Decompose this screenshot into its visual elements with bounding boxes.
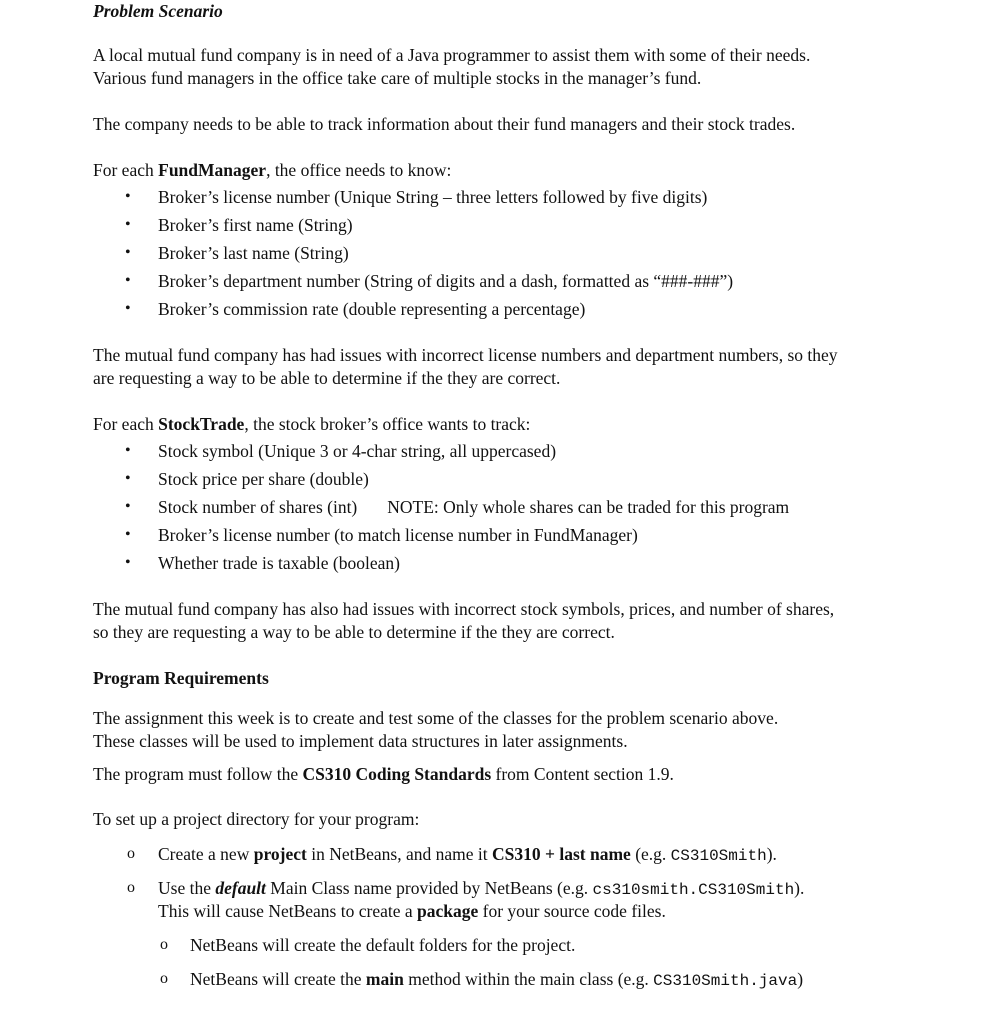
shares-note: NOTE: Only whole shares can be traded for this program <box>387 497 790 517</box>
fund-manager-lead: For each FundManager, the office needs to know: <box>93 160 452 180</box>
setup-step-1: Create a new project in NetBeans, and name it CS310 + last name (e.g. CS310Smith). <box>158 844 777 865</box>
setup-step-2-line-2: This will cause NetBeans to create a package for your source code files. <box>158 901 666 921</box>
circle-bullet-icon: o <box>160 970 168 987</box>
requirements-line-2: These classes will be used to implement data structures in later assignments. <box>93 731 628 751</box>
list-item: Broker’s department number (String of digits and a dash, formatted as “###-###”) <box>158 271 734 291</box>
intro-line-1: A local mutual fund company is in need of a Java programmer to assist them with some of their needs. <box>93 45 811 65</box>
list-item: Stock symbol (Unique 3 or 4-char string, all uppercased) <box>158 441 557 461</box>
setup-substep-1: NetBeans will create the default folders for the project. <box>190 935 576 955</box>
circle-bullet-icon: o <box>160 936 168 953</box>
stock-trade-issue-line-2: so they are requesting a way to be able to determine if the they are correct. <box>93 622 615 642</box>
bullet-icon: • <box>125 272 131 289</box>
list-item: Stock price per share (double) <box>158 469 369 489</box>
list-item: Broker’s first name (String) <box>158 215 353 235</box>
stock-trade-issue-line-1: The mutual fund company has also had issues with incorrect stock symbols, prices, and number of shares, <box>93 599 835 619</box>
setup-substep-2: NetBeans will create the main method within the main class (e.g. CS310Smith.java) <box>190 969 804 990</box>
fund-manager-issue-line-1: The mutual fund company has had issues with incorrect license numbers and department numbers, so they <box>93 345 838 365</box>
bullet-icon: • <box>125 244 131 261</box>
list-item: Broker’s license number (Unique String – three letters followed by five digits) <box>158 187 708 207</box>
stock-trade-class: StockTrade <box>158 414 245 434</box>
bullet-icon: • <box>125 442 131 459</box>
company-needs: The company needs to be able to track information about their fund managers and their stock trades. <box>93 114 796 134</box>
bullet-icon: • <box>125 470 131 487</box>
fund-manager-class: FundManager <box>158 160 267 180</box>
coding-standards: CS310 Coding Standards <box>302 764 492 784</box>
circle-bullet-icon: o <box>127 845 135 862</box>
stock-trade-lead: For each StockTrade, the stock broker’s office wants to track: <box>93 414 531 434</box>
bullet-icon: • <box>125 554 131 571</box>
intro-line-2: Various fund managers in the office take care of multiple stocks in the manager’s fund. <box>93 68 702 88</box>
list-item: Stock number of shares (int) NOTE: Only whole shares can be traded for this program <box>158 497 790 517</box>
setup-step-2: Use the default Main Class name provided by NetBeans (e.g. cs310smith.CS310Smith). <box>158 878 805 899</box>
list-item: Broker’s last name (String) <box>158 243 349 263</box>
bullet-icon: • <box>125 300 131 317</box>
bullet-icon: • <box>125 216 131 233</box>
page-title: Problem Scenario <box>93 1 223 21</box>
coding-standards-line: The program must follow the CS310 Coding Standards from Content section 1.9. <box>93 764 674 784</box>
list-item: Broker’s commission rate (double representing a percentage) <box>158 299 586 319</box>
list-item: Broker’s license number (to match license number in FundManager) <box>158 525 638 545</box>
project-name-code: CS310Smith <box>670 847 767 865</box>
bullet-icon: • <box>125 526 131 543</box>
main-class-code: cs310smith.CS310Smith <box>592 881 795 899</box>
bullet-icon: • <box>125 498 131 515</box>
bullet-icon: • <box>125 188 131 205</box>
circle-bullet-icon: o <box>127 879 135 896</box>
fund-manager-issue-line-2: are requesting a way to be able to determine if the they are correct. <box>93 368 561 388</box>
requirements-heading: Program Requirements <box>93 668 269 688</box>
main-file-code: CS310Smith.java <box>653 972 798 990</box>
requirements-line-1: The assignment this week is to create and test some of the classes for the problem scenario above. <box>93 708 779 728</box>
setup-intro: To set up a project directory for your program: <box>93 809 420 829</box>
list-item: Whether trade is taxable (boolean) <box>158 553 400 573</box>
